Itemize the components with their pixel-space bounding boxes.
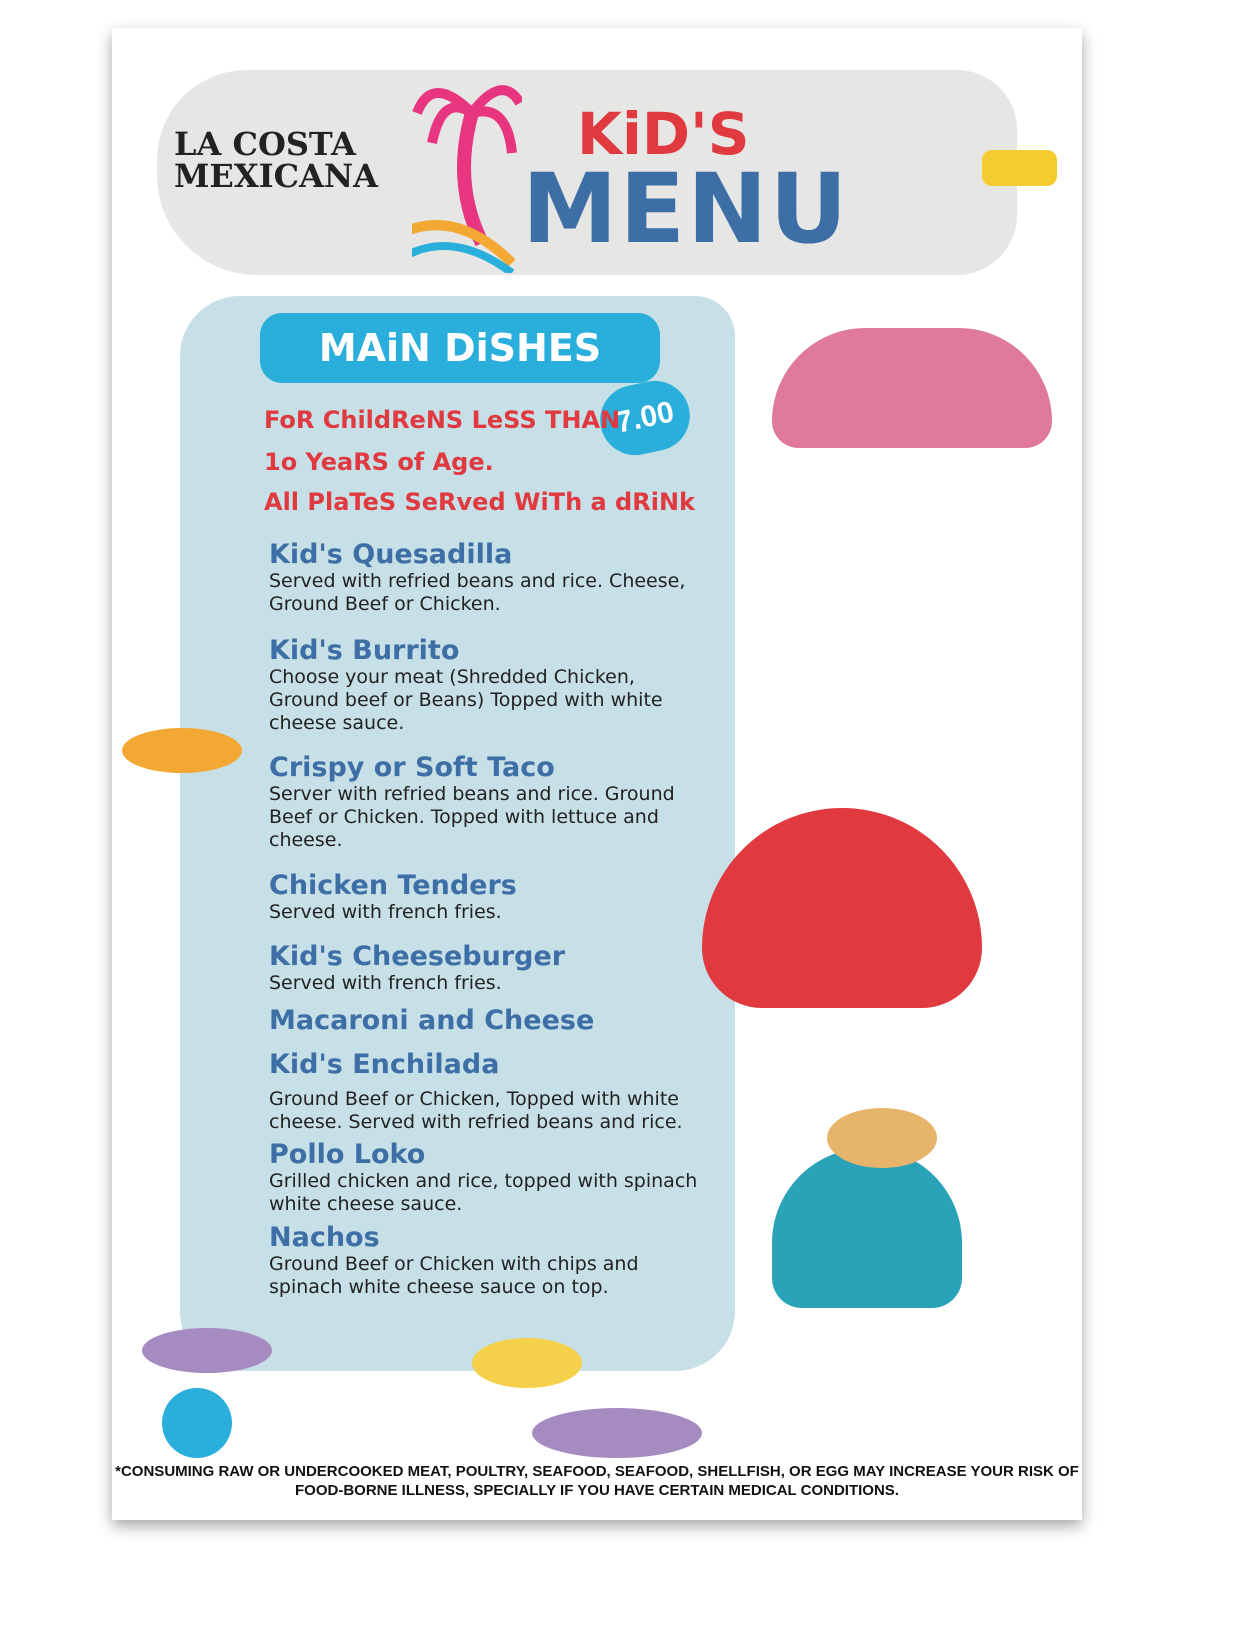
item-name: Kid's Burrito: [269, 635, 460, 666]
section-title: MAiN DiSHES: [260, 313, 660, 383]
menu-page: [112, 28, 1082, 1520]
fish-icon: [532, 1408, 702, 1458]
menu-item: [269, 942, 709, 995]
item-desc: Served with french fries.: [269, 972, 502, 994]
menu-item: [269, 1050, 709, 1134]
fish-icon: [122, 728, 242, 773]
bottle-cap-icon: [982, 150, 1057, 186]
item-name: Pollo Loko: [269, 1139, 426, 1170]
item-name: Kid's Enchilada: [269, 1049, 500, 1080]
bubble-decoration: [162, 1388, 232, 1458]
food-safety-disclaimer: *CONSUMING RAW OR UNDERCOOKED MEAT, POULTRY, SEAFOOD, SEAFOOD, SHELLFISH, OR EGG MAY INCREASE YOUR RISK OF FOOD-BORNE ILLNESS, SPECIALLY IF YOU HAVE CERTAIN MEDICAL CONDITIONS.: [115, 1463, 1079, 1499]
item-desc: Server with refried beans and rice. Ground Beef or Chicken. Topped with lettuce and cheese.: [269, 783, 675, 851]
item-desc: Served with refried beans and rice. Cheese, Ground Beef or Chicken.: [269, 570, 686, 615]
menu-item: [269, 1140, 709, 1216]
menu-item: [269, 1223, 709, 1299]
item-name: Kid's Cheeseburger: [269, 941, 566, 972]
menu-title: MENU: [522, 153, 850, 265]
note-line: 1o YeaRS of Age.: [264, 448, 494, 476]
fish-icon: [472, 1338, 582, 1388]
item-name: Macaroni and Cheese: [269, 1005, 595, 1036]
octopus-illustration: [772, 1148, 962, 1308]
palm-tree-icon: [412, 73, 522, 273]
item-desc: Choose your meat (Shredded Chicken, Ground beef or Beans) Topped with white cheese sauce.: [269, 666, 663, 734]
crab-illustration: [702, 808, 982, 1008]
logo-line1: LA COSTA: [174, 125, 356, 163]
fish-icon: [142, 1328, 272, 1373]
item-desc: Served with french fries.: [269, 901, 502, 923]
price-badge: 7.00: [594, 374, 697, 461]
menu-item: [269, 1006, 709, 1036]
burger-icon: [827, 1108, 937, 1168]
logo-line2: MEXICANA: [174, 157, 378, 195]
item-name: Crispy or Soft Taco: [269, 752, 555, 783]
item-desc: Ground Beef or Chicken with chips and spinach white cheese sauce on top.: [269, 1253, 639, 1298]
item-name: Nachos: [269, 1222, 380, 1253]
menu-item: [269, 636, 709, 735]
restaurant-logo: [174, 125, 378, 195]
item-desc: Grilled chicken and rice, topped with spinach white cheese sauce.: [269, 1170, 698, 1215]
note-line: All PlaTeS SeRved WiTh a dRiNk: [264, 488, 695, 516]
note-line: FoR ChildReNS LeSS THAN: [264, 406, 621, 434]
menu-item: [269, 540, 709, 616]
item-name: Chicken Tenders: [269, 870, 517, 901]
menu-item: [269, 871, 709, 924]
menu-item: [269, 753, 709, 852]
item-desc: Ground Beef or Chicken, Topped with white cheese. Served with refried beans and rice.: [269, 1088, 683, 1133]
jellyfish-illustration: [772, 328, 1052, 448]
kids-title: KiD'S: [577, 100, 750, 168]
item-name: Kid's Quesadilla: [269, 539, 513, 570]
